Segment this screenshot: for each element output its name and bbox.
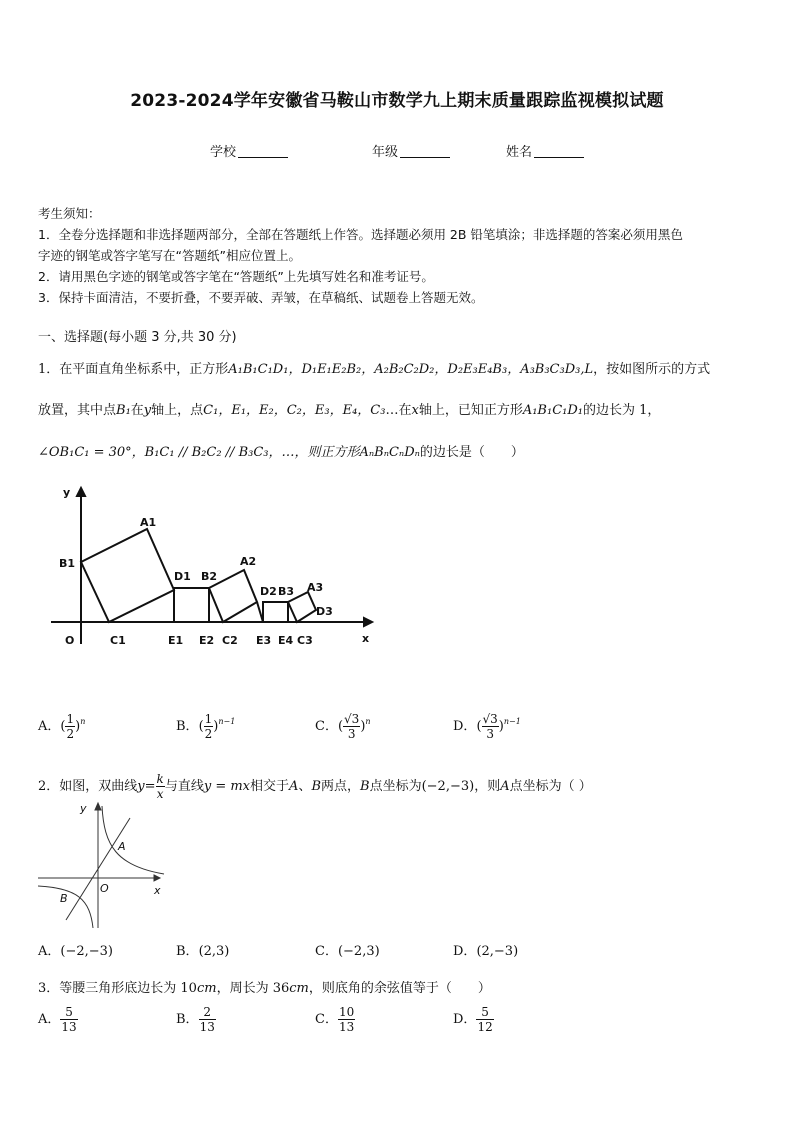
q1-square: AₙBₙCₙDₙ <box>359 445 420 460</box>
y-axis-arrow <box>77 488 85 496</box>
q1-option-d[interactable]: D．( $\frac{√3}{3}$ )$^{n-1}$ <box>453 712 521 741</box>
section-heading: 一、选择题(每小题 3 分,共 30 分) <box>38 330 237 345</box>
label-a: A <box>118 840 126 853</box>
q3-text: ，则底角的余弦值等于（ ） <box>308 981 491 996</box>
label-d2: D2 <box>260 585 277 598</box>
square-4 <box>263 602 288 622</box>
fraction <box>199 1005 216 1034</box>
q3-text: ，周长为 36 <box>216 981 290 996</box>
q2-point: B <box>311 779 321 794</box>
denominator: 3 <box>347 727 356 741</box>
q2-text: ，则 <box>474 779 501 794</box>
note-2: 2．请用黑色字迹的钢笔或答字笔在“答题纸”上先填写姓名和准考证号。 <box>38 269 434 284</box>
label-e4: E4 <box>278 634 294 647</box>
label-e1: E1 <box>168 634 184 647</box>
label-c1: C1 <box>110 634 126 647</box>
label-a1: A1 <box>140 516 157 529</box>
exam-notes <box>38 203 760 308</box>
fraction <box>476 1005 493 1034</box>
option-letter: C． <box>315 719 338 734</box>
fraction <box>204 712 214 741</box>
exponent: n−1 <box>218 717 236 726</box>
q1-square: A₁B₁C₁D₁ <box>522 403 583 418</box>
q3-text: 3．等腰三角形底边长为 10 <box>38 981 197 996</box>
q1-squares: A₁B₁C₁D₁，D₁E₁E₂B₂，A₂B₂C₂D₂，D₂E₃E₄B₃，A₃B₃C₃D₃,L <box>228 362 594 377</box>
q1-line3 <box>38 441 524 460</box>
label-o: O <box>65 634 75 647</box>
school-field <box>210 141 288 160</box>
fraction <box>482 712 499 741</box>
grade-field <box>372 141 450 160</box>
school-blank <box>238 144 288 158</box>
q3-unit: cm <box>196 981 217 996</box>
q2-line-eq: y = mx <box>203 779 251 794</box>
q1-text: 轴上，点 <box>151 403 204 418</box>
q2-eq: = <box>144 779 156 794</box>
q1-points: C₁，E₁，E₂，C₂，E₃，E₄，C₃ <box>203 403 386 418</box>
label-x: x <box>154 884 161 897</box>
q1-text: …在 <box>385 403 412 418</box>
label-e2: E2 <box>199 634 215 647</box>
q1-option-a[interactable]: A．( $\frac{1}{2}$ )$^n$ <box>38 712 86 741</box>
q2-text: 点坐标为（ ） <box>509 779 592 794</box>
q3-option-d[interactable] <box>453 1005 494 1034</box>
q1-text: 的边长为 1， <box>583 403 661 418</box>
q3-option-b[interactable] <box>176 1005 216 1034</box>
label-b: B <box>60 892 68 905</box>
grade-blank <box>400 144 450 158</box>
name-blank <box>534 144 584 158</box>
option-letter: B． <box>176 719 199 734</box>
exponent: n <box>80 717 86 726</box>
denominator: 13 <box>61 1020 77 1034</box>
fraction <box>60 1005 77 1034</box>
note-1b: 字迹的钢笔或答字笔写在“答题纸”相应位置上。 <box>38 248 301 263</box>
label-y: y <box>63 486 71 499</box>
label-e3: E3 <box>256 634 272 647</box>
q1-condition: ∠OB₁C₁ = 30°，B₁C₁ // B₂C₂ // B₃C₃，…，则正方形 <box>38 445 360 460</box>
label-o: O <box>100 882 109 895</box>
option-letter: B． <box>176 944 199 959</box>
page-title: 2023-2024学年安徽省马鞍山市数学九上期末质量跟踪监视模拟试题 <box>130 91 664 111</box>
q1-axis: y <box>143 403 152 418</box>
label-b2: B2 <box>201 570 218 583</box>
numerator: 10 <box>338 1005 355 1019</box>
denominator: 2 <box>204 727 213 741</box>
q2-point: A <box>289 779 299 794</box>
q1-axis: x <box>411 403 419 418</box>
q2-option-c[interactable] <box>315 940 380 959</box>
q1-figure <box>46 484 376 654</box>
name-label: 姓名 <box>506 145 533 160</box>
numerator: 1 <box>204 712 213 726</box>
q1-text: 1．在平面直角坐标系中，正方形 <box>38 362 229 377</box>
fraction <box>65 712 75 741</box>
denominator: 3 <box>486 727 494 741</box>
option-value: (2,3) <box>198 944 230 959</box>
numerator: √3 <box>482 712 498 726</box>
q2-figure <box>38 800 168 930</box>
hyperbola-branch-1 <box>102 806 164 874</box>
numerator: k <box>156 772 164 786</box>
q1-option-b[interactable]: B．( $\frac{1}{2}$ )$^{n-1}$ <box>176 712 236 741</box>
q2-text: 两点， <box>321 779 361 794</box>
numerator: 5 <box>476 1005 493 1020</box>
y-axis-arrow <box>95 803 101 810</box>
q3-option-a[interactable] <box>38 1005 78 1034</box>
q1-option-c[interactable]: C．( $\frac{√3}{3}$ )$^n$ <box>315 712 371 741</box>
option-letter: A． <box>38 1012 61 1027</box>
label-d1: D1 <box>174 570 191 583</box>
q2-option-d[interactable] <box>453 940 518 959</box>
option-letter: D． <box>453 944 477 959</box>
q1-point: B₁ <box>116 403 131 418</box>
label-x: x <box>362 632 370 645</box>
label-b1: B1 <box>59 557 76 570</box>
numerator: √3 <box>344 712 360 726</box>
q1-text: 轴上，已知正方形 <box>418 403 523 418</box>
x-axis-arrow <box>364 618 372 626</box>
label-c3: C3 <box>297 634 313 647</box>
option-letter: C． <box>315 944 338 959</box>
square-2 <box>174 588 209 622</box>
q2-fraction <box>156 772 165 801</box>
grade-label: 年级 <box>372 145 399 160</box>
denominator: 2 <box>66 727 75 741</box>
denominator: 13 <box>199 1020 215 1034</box>
option-letter: B． <box>176 1012 199 1027</box>
option-value: (2,−3) <box>476 944 519 959</box>
q2-var: y <box>137 779 145 794</box>
q3-option-c[interactable] <box>315 1005 355 1034</box>
denominator: x <box>156 787 164 801</box>
q1-text: 放置，其中点 <box>38 403 117 418</box>
label-b3: B3 <box>278 585 295 598</box>
x-axis-arrow <box>154 875 160 881</box>
option-letter: A． <box>38 944 61 959</box>
option-letter: D． <box>453 719 477 734</box>
q3-stem <box>38 977 491 996</box>
exponent: n−1 <box>503 717 521 726</box>
q2-text: 与直线 <box>164 779 204 794</box>
option-letter: D． <box>453 1012 477 1027</box>
option-letter: A． <box>38 719 61 734</box>
q1-text: 的边长是（ ） <box>419 445 524 460</box>
exponent: n <box>365 717 371 726</box>
fraction <box>343 712 360 741</box>
q1-line1 <box>38 358 710 377</box>
q2-text: 、 <box>298 779 312 794</box>
q2-stem <box>38 772 592 801</box>
q2-text: 相交于 <box>250 779 290 794</box>
q2-text: 2．如图，双曲线 <box>38 779 138 794</box>
q3-unit: cm <box>289 981 309 996</box>
fraction <box>338 1005 355 1034</box>
school-label: 学校 <box>210 145 237 160</box>
label-c2: C2 <box>222 634 238 647</box>
label-d3: D3 <box>316 605 333 618</box>
label-a2: A2 <box>240 555 257 568</box>
option-value: (−2,3) <box>337 944 380 959</box>
q1-line2 <box>38 399 660 418</box>
q2-point: B <box>360 779 370 794</box>
option-value: (−2,−3) <box>60 944 113 959</box>
numerator: 2 <box>199 1005 216 1020</box>
q2-coordinate: (−2,−3) <box>421 779 475 794</box>
q2-text: 点坐标为 <box>369 779 422 794</box>
option-letter: C． <box>315 1012 338 1027</box>
q2-option-a[interactable] <box>38 940 113 959</box>
q2-point: A <box>500 779 510 794</box>
label-a3: A3 <box>307 581 324 594</box>
q2-option-b[interactable] <box>176 940 229 959</box>
denominator: 12 <box>477 1020 493 1034</box>
denominator: 13 <box>338 1020 355 1034</box>
numerator: 1 <box>66 712 75 726</box>
note-3: 3．保持卡面清洁，不要折叠，不要弄破、弄皱，在草稿纸、试题卷上答题无效。 <box>38 290 484 305</box>
notes-heading: 考生须知： <box>38 206 101 221</box>
note-1a: 1．全卷分选择题和非选择题两部分，全部在答题纸上作答。选择题必须用 2B 铅笔填涂；非选择题的答案必须用黑色 <box>38 227 683 242</box>
name-field <box>506 141 584 160</box>
numerator: 5 <box>60 1005 77 1020</box>
q1-text: ，按如图所示的方式 <box>593 362 711 377</box>
q1-text: 在 <box>130 403 144 418</box>
square-1 <box>81 529 174 622</box>
label-y: y <box>80 802 87 815</box>
